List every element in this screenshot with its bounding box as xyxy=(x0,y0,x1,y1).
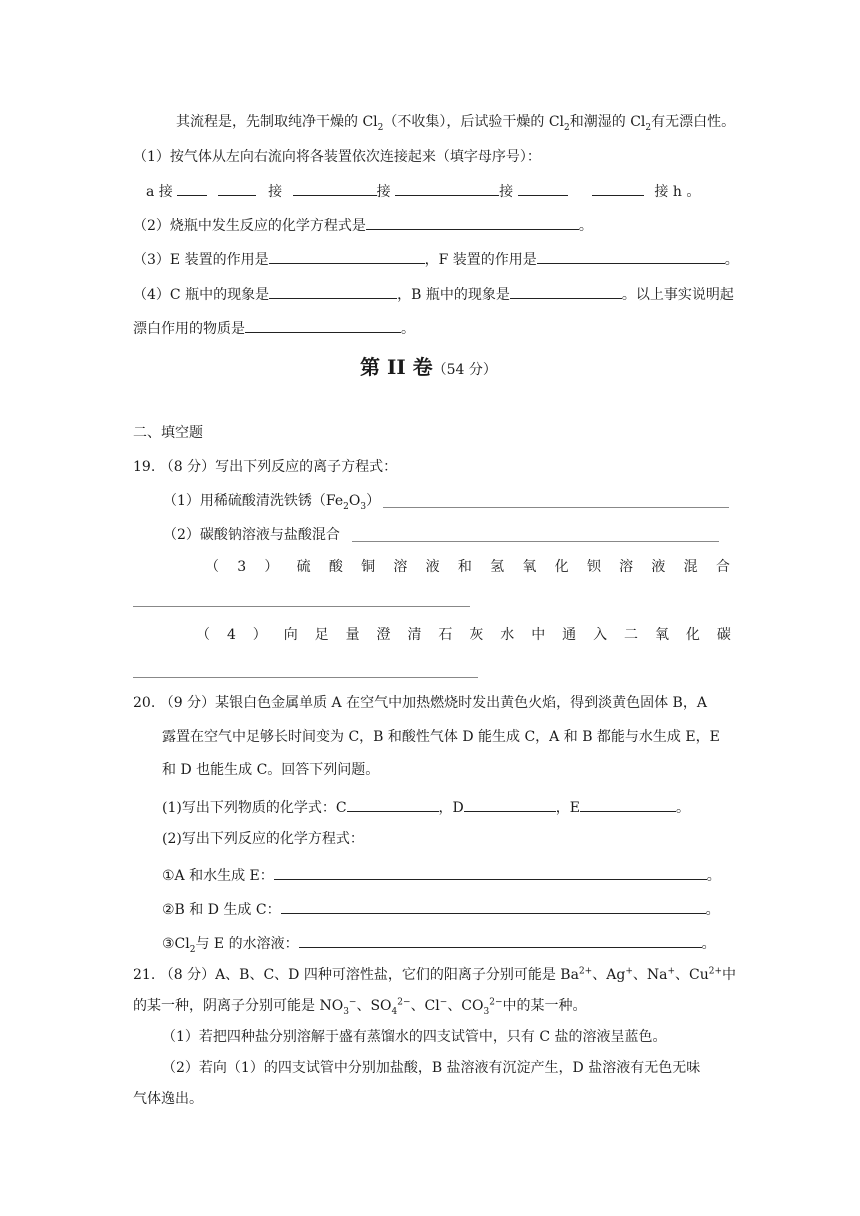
answer-blank[interactable] xyxy=(395,179,499,196)
section-score: （54 分） xyxy=(432,362,497,378)
answer-blank[interactable] xyxy=(177,179,207,196)
spaced-char: 4 xyxy=(226,627,236,643)
q19-sub2: （2）碳酸钠溶液与盐酸混合 xyxy=(163,527,340,543)
answer-line[interactable] xyxy=(133,677,478,678)
spaced-char: 向 xyxy=(283,627,298,643)
spaced-char: 氧 xyxy=(654,627,669,643)
answer-blank[interactable] xyxy=(299,931,702,948)
spaced-char: 液 xyxy=(425,559,440,575)
spaced-char: （ xyxy=(205,559,219,575)
spaced-char: 澄 xyxy=(376,627,391,643)
q18-part3: （3）E 装置的作用是 ，F 装置的作用是 。 xyxy=(133,247,739,270)
answer-blank[interactable] xyxy=(245,316,401,333)
flow-description: 其流程是，先制取纯净干燥的 $Cl_2$（不收集），后试验干燥的 $Cl_2$和潮湿的 $Cl_2$有无漂白性。 xyxy=(176,114,736,133)
q20-stem-line1: 20. （9 分）某银白色金属单质 A 在空气中加热燃烧时发出黄色火焰，得到淡黄色固体 B，A xyxy=(133,695,707,711)
spaced-char: ） xyxy=(264,559,279,575)
answer-line[interactable] xyxy=(383,507,729,508)
q20-part2: (2)写出下列反应的化学方程式： xyxy=(162,831,364,847)
spaced-char: （ xyxy=(196,627,210,643)
spaced-char: 二 xyxy=(624,627,639,643)
q21-stem-line1: 21. （8 分）A、B、C、D 四种可溶性盐，它们的阳离子分别可能是 $Ba^{2+}$、Ag+、Na+、$Cu^{2+}$中 xyxy=(133,966,737,983)
spaced-char: 氧 xyxy=(522,559,537,575)
spaced-char: 和 xyxy=(457,559,472,575)
spaced-char: 酸 xyxy=(328,559,343,575)
spaced-char: 液 xyxy=(651,559,666,575)
spaced-char: 碳 xyxy=(716,627,731,643)
answer-line[interactable] xyxy=(133,606,470,607)
q19-sub4 xyxy=(196,625,731,645)
q19-sub3 xyxy=(205,557,730,577)
spaced-char: 合 xyxy=(715,559,730,575)
spaced-char: 入 xyxy=(593,627,608,643)
spaced-char: ） xyxy=(252,627,267,643)
section-heading-fill-blank: 二、填空题 xyxy=(133,425,203,441)
spaced-char: 水 xyxy=(500,627,515,643)
q18-part4: （4）C 瓶中的现象是 ，B 瓶中的现象是 。以上事实说明起 xyxy=(133,282,734,305)
q19-stem: 19. （8 分）写出下列反应的离子方程式： xyxy=(133,459,398,475)
q18-connection-sequence: a 接 接 接 接 接 h 。 xyxy=(146,179,700,202)
spaced-char: 化 xyxy=(685,627,700,643)
spaced-char: 中 xyxy=(531,627,546,643)
q20-part1: (1)写出下列物质的化学式：C ，D ，E 。 xyxy=(162,795,690,818)
q21-condition2-cont: 气体逸出。 xyxy=(133,1091,203,1107)
spaced-char: 溶 xyxy=(619,559,634,575)
section-title: 第 II 卷（54 分） xyxy=(360,355,497,379)
answer-blank[interactable] xyxy=(510,282,622,299)
spaced-char: 清 xyxy=(407,627,422,643)
q20-reaction1: ①A 和水生成 E： 。 xyxy=(162,863,721,886)
q19-sub1: （1）用稀硫酸清洗铁锈$(Fe_2O_3)$ xyxy=(163,493,381,512)
answer-blank[interactable] xyxy=(580,795,676,812)
spaced-char: 化 xyxy=(554,559,569,575)
answer-blank[interactable] xyxy=(366,213,579,230)
q20-reaction3: $③Cl_2$与 E 的水溶液： 。 xyxy=(162,931,716,954)
spaced-char: 量 xyxy=(345,627,360,643)
spaced-char: 钡 xyxy=(586,559,601,575)
spaced-char: 溶 xyxy=(393,559,408,575)
spaced-char: 硫 xyxy=(296,559,311,575)
q20-reaction2: ②B 和 D 生成 C： 。 xyxy=(162,897,720,920)
q21-stem-line2: 的某一种，阴离子分别可能是 $NO_3^-$、$SO_4^{2-}$、Cl−、$CO_3^{2-}$中的某一种。 xyxy=(133,997,587,1017)
spaced-char: 石 xyxy=(438,627,453,643)
spaced-char: 3 xyxy=(237,559,247,575)
q20-stem-line3: 和 D 也能生成 C。回答下列问题。 xyxy=(162,762,380,778)
spaced-char: 通 xyxy=(562,627,577,643)
answer-blank[interactable] xyxy=(274,863,707,880)
answer-blank[interactable] xyxy=(269,247,425,264)
answer-blank[interactable] xyxy=(518,179,568,196)
answer-blank[interactable] xyxy=(464,795,556,812)
q21-condition1: （1）若把四种盐分别溶解于盛有蒸馏水的四支试管中，只有 C 盐的溶液呈蓝色。 xyxy=(162,1029,667,1045)
q21-condition2: （2）若向（1）的四支试管中分别加盐酸，B 盐溶液有沉淀产生，D 盐溶液有无色无味 xyxy=(162,1060,701,1076)
answer-blank[interactable] xyxy=(218,179,256,196)
spaced-char: 铜 xyxy=(361,559,376,575)
answer-blank[interactable] xyxy=(293,179,377,196)
spaced-char: 氢 xyxy=(490,559,505,575)
spaced-char: 混 xyxy=(683,559,698,575)
q20-stem-line2: 露置在空气中足够长时间变为 C，B 和酸性气体 D 能生成 C，A 和 B 都能与水生成 E，E xyxy=(162,729,720,745)
q18-part4-cont: 漂白作用的物质是 。 xyxy=(133,316,415,339)
answer-blank[interactable] xyxy=(269,282,397,299)
answer-blank[interactable] xyxy=(592,179,644,196)
answer-blank[interactable] xyxy=(537,247,725,264)
spaced-char: 灰 xyxy=(469,627,484,643)
answer-line[interactable] xyxy=(352,541,719,542)
spaced-char: 足 xyxy=(314,627,329,643)
q18-part1-prompt: （1）按气体从左向右流向将各装置依次连接起来（填字母序号）： xyxy=(133,149,541,165)
answer-blank[interactable] xyxy=(281,897,706,914)
answer-blank[interactable] xyxy=(347,795,439,812)
q18-part2: （2）烧瓶中发生反应的化学方程式是 。 xyxy=(133,213,593,236)
